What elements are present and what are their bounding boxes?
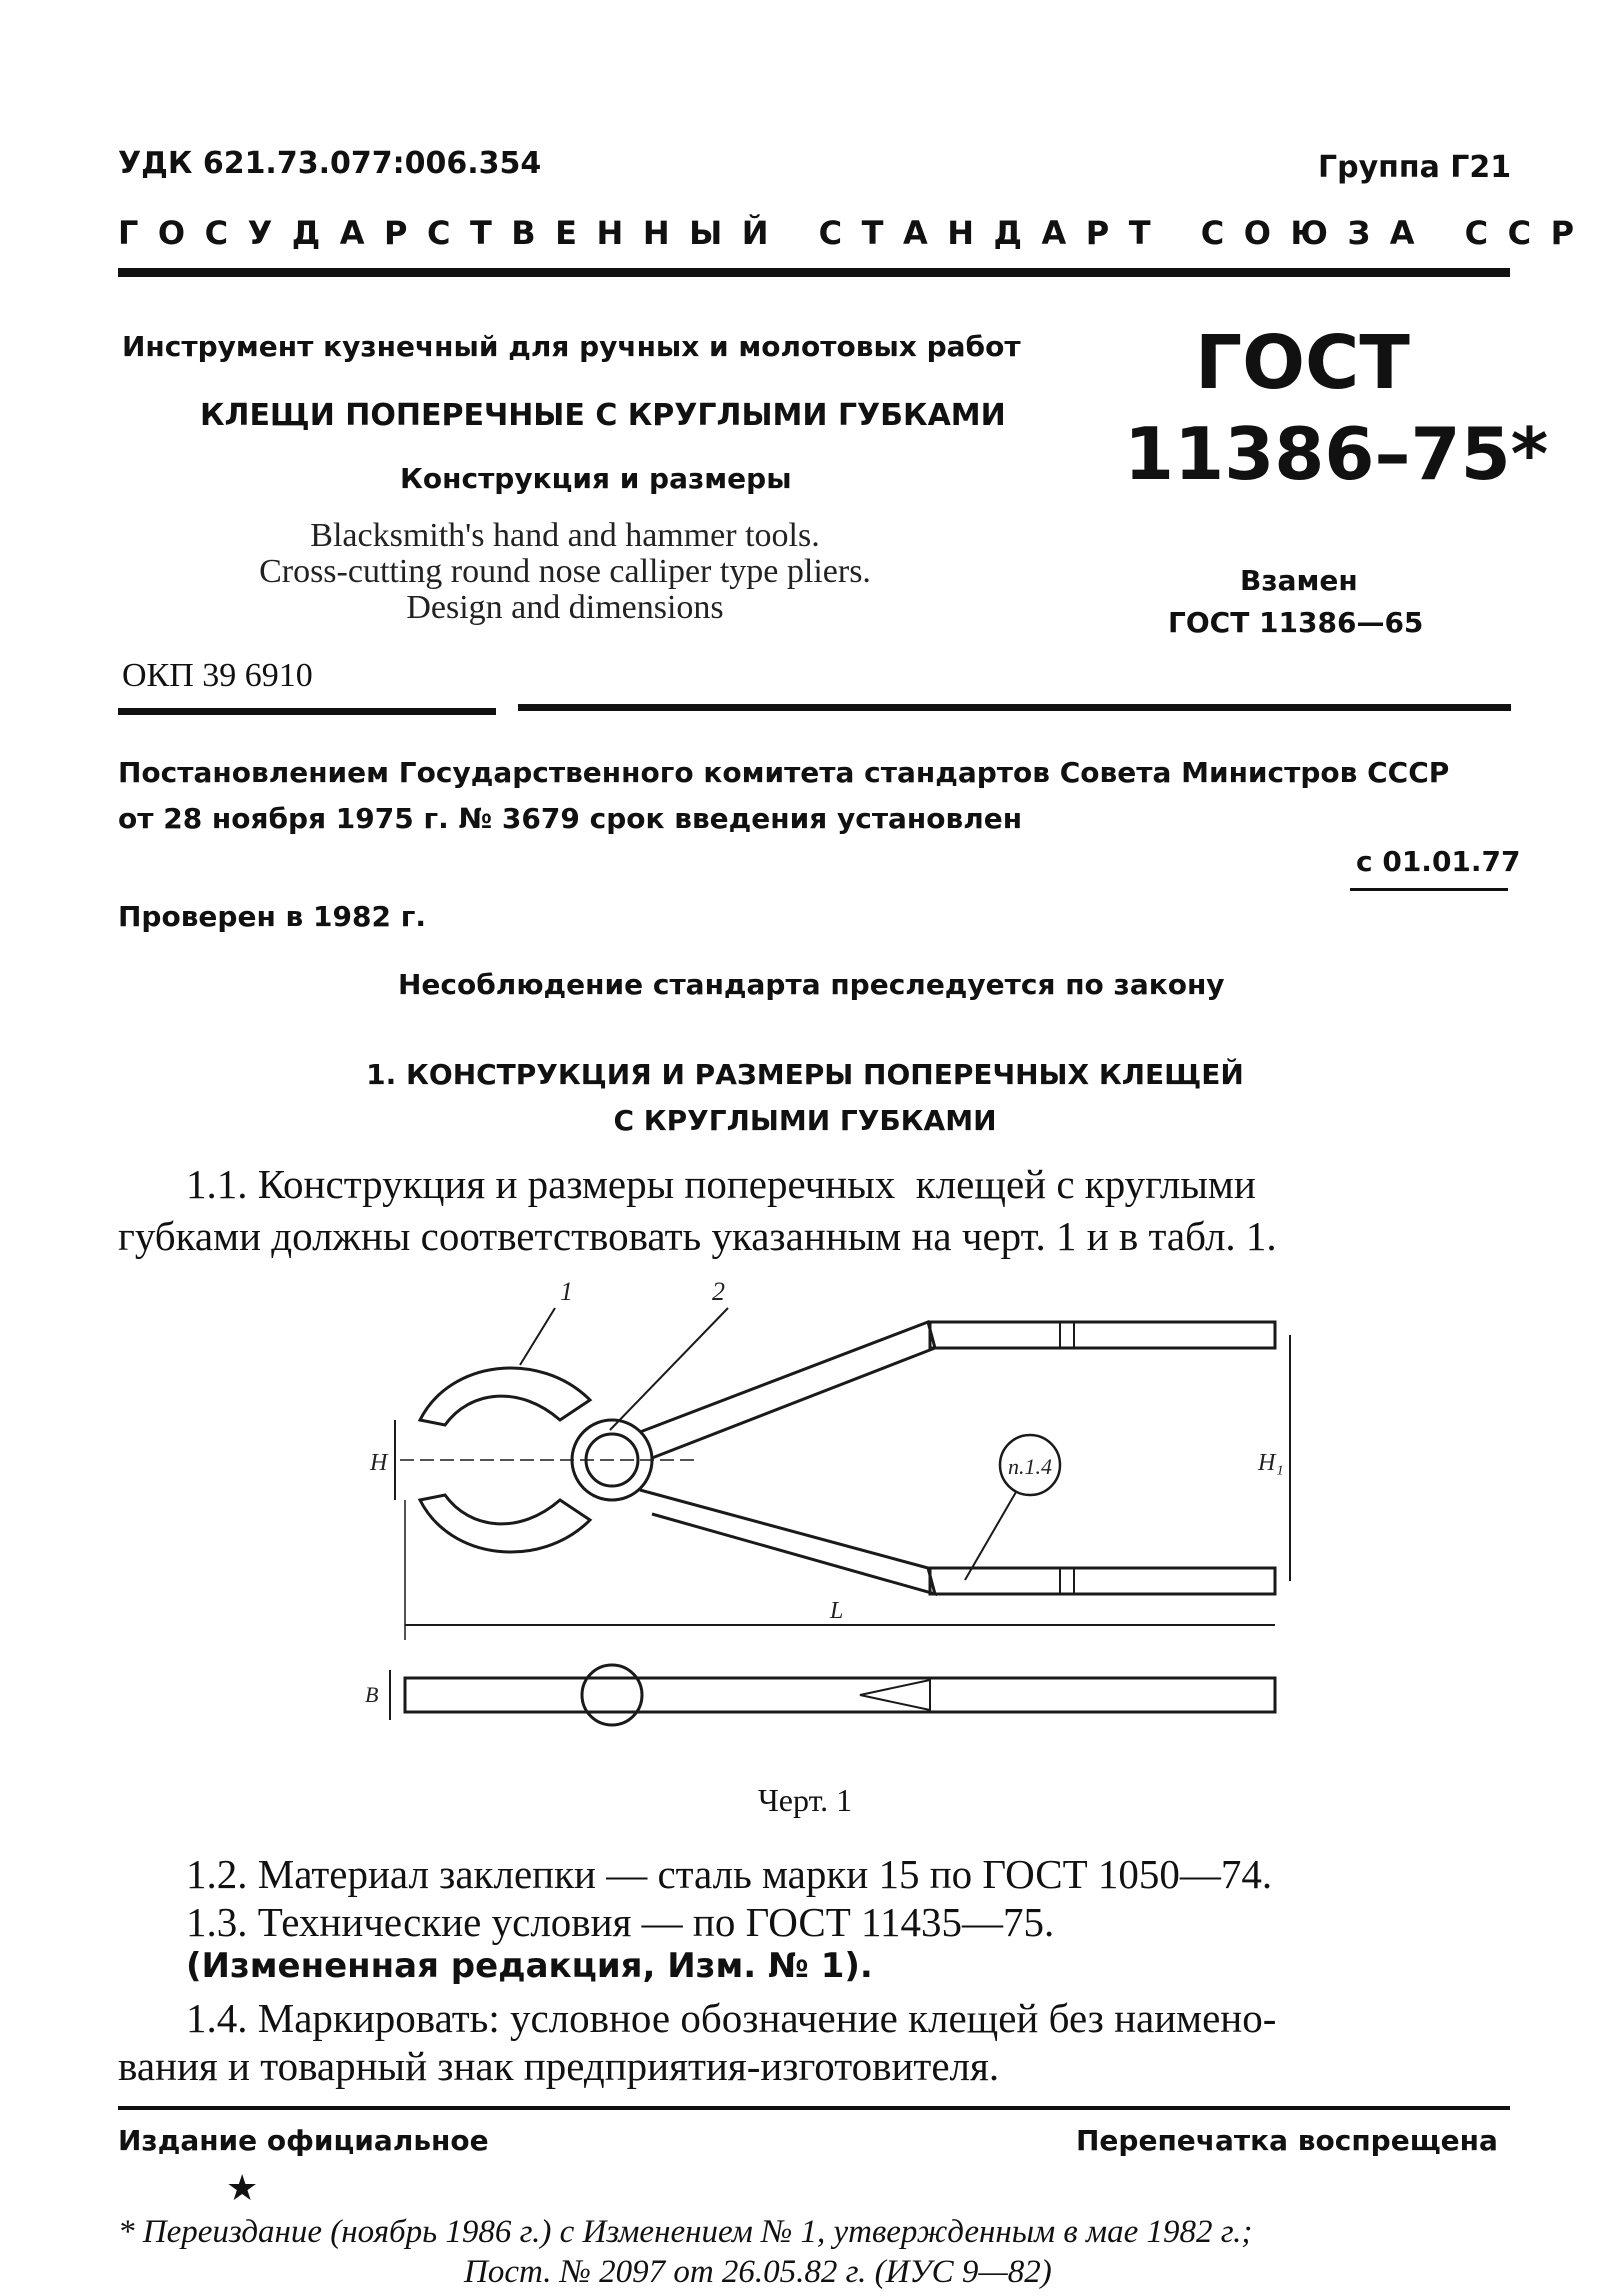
group-code: Группа Г21 [1318, 150, 1512, 185]
lower-grip [930, 1568, 1275, 1594]
leader-1 [520, 1308, 555, 1365]
drawing-caption: Черт. 1 [758, 1782, 853, 1818]
standard-subtitle: Конструкция и размеры [400, 462, 792, 495]
decree-line-2: от 28 ноября 1975 г. № 3679 срок введения установлен [118, 802, 1023, 835]
replaces-label: Взамен [1240, 564, 1358, 597]
section-heading-line-2: С КРУГЛЫМИ ГУБКАМИ [613, 1104, 997, 1137]
side-view-rivet [582, 1665, 642, 1725]
dim-L-label: L [830, 1598, 844, 1624]
checked-year: Проверен в 1982 г. [118, 900, 426, 933]
footnote-line-1: * Переиздание (ноябрь 1986 г.) с Изменением № 1, утвержденным в мае 1982 г.; [118, 2214, 1253, 2250]
title-rule-right [518, 704, 1511, 711]
english-line-1: Blacksmith's hand and hammer tools. [310, 517, 820, 554]
replaces-value: ГОСТ 11386—65 [1168, 606, 1424, 639]
paragraph-1-4-line-1: 1.4. Маркировать: условное обозначение клещей без наимено- [186, 1995, 1277, 2041]
effective-date: с 01.01.77 [1356, 845, 1521, 878]
callout-2: 2 [712, 1277, 725, 1306]
callout-1: 1 [560, 1277, 573, 1306]
dim-H1-label: H₁ [1258, 1450, 1284, 1476]
title-rule-left [118, 708, 496, 715]
side-view-taper [860, 1680, 930, 1710]
paragraph-1-3: 1.3. Технические условия — по ГОСТ 11435—75. [186, 1899, 1055, 1945]
upper-grip [930, 1322, 1275, 1348]
dim-H-label: H [370, 1450, 388, 1476]
paragraph-1-1-line-1: 1.1. Конструкция и размеры поперечных клещей с круглыми [186, 1161, 1256, 1207]
english-title [160, 518, 970, 626]
okp-code: ОКП 39 6910 [122, 657, 313, 694]
header-rule [118, 268, 1510, 277]
upper-handle [640, 1322, 935, 1458]
lower-jaw [420, 1495, 590, 1552]
pliers-drawing [330, 1265, 1330, 1785]
footnote-line-2: Пост. № 2097 от 26.05.82 г. (ИУС 9—82) [464, 2254, 1052, 2290]
footer-rule [118, 2106, 1510, 2110]
section-heading-line-1: 1. КОНСТРУКЦИЯ И РАЗМЕРЫ ПОПЕРЕЧНЫХ КЛЕЩЕЙ [366, 1058, 1244, 1091]
state-standard-banner: ГОСУДАРСТВЕННЫЙ СТАНДАРТ СОЮЗА ССР [118, 214, 1594, 252]
leader-2 [610, 1308, 728, 1430]
effective-date-rule [1350, 888, 1508, 891]
upper-jaw [420, 1368, 590, 1425]
dim-B-label: B [365, 1682, 379, 1707]
lower-handle [640, 1490, 935, 1594]
decree-line-1: Постановлением Государственного комитета стандартов Совета Министров СССР [118, 756, 1450, 789]
english-line-2: Cross-cutting round nose calliper type pliers. [259, 553, 871, 590]
gost-label: ГОСТ [1195, 320, 1410, 406]
standard-title: КЛЕЩИ ПОПЕРЕЧНЫЕ С КРУГЛЫМИ ГУБКАМИ [200, 398, 1006, 433]
side-view-body [405, 1678, 1275, 1712]
law-notice: Несоблюдение стандарта преследуется по закону [398, 968, 1225, 1001]
udk-code: УДК 621.73.077:006.354 [118, 146, 542, 181]
amended-note: (Измененная редакция, Изм. № 1). [186, 1946, 873, 1986]
paragraph-1-2: 1.2. Материал заклепки — сталь марки 15 по ГОСТ 1050—74. [186, 1851, 1273, 1897]
star-icon: ★ [226, 2168, 259, 2209]
section-heading [300, 1052, 1310, 1144]
marking-reference-text: п.1.4 [1008, 1454, 1052, 1479]
official-edition: Издание официальное [118, 2124, 489, 2157]
paragraph-1-1-line-2: губками должны соответствовать указанным на черт. 1 и в табл. 1. [118, 1213, 1277, 1259]
gost-number: 11386–75* [1124, 412, 1549, 496]
reprint-prohibited: Перепечатка воспрещена [1076, 2124, 1498, 2157]
english-line-3: Design and dimensions [406, 589, 724, 626]
paragraph-1-4-line-2: вания и товарный знак предприятия-изготовителя. [118, 2043, 1000, 2089]
category-line: Инструмент кузнечный для ручных и молотовых работ [122, 330, 1021, 363]
